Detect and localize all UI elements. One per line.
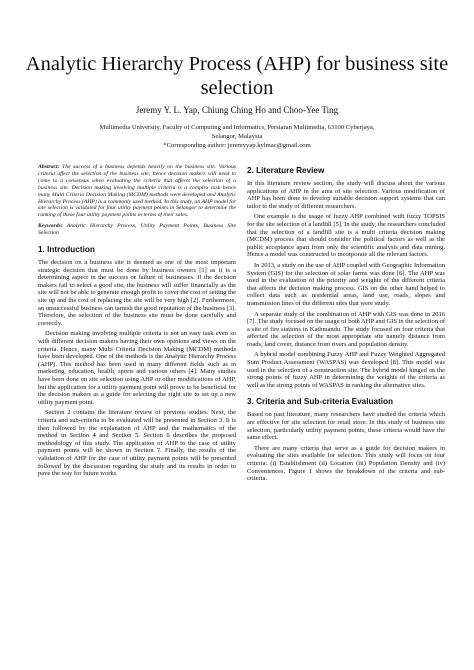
criteria-paragraph-2: There are many criteria that serve as a guide for decision makers in evaluating the sites available for selection. This study will focus on four criteria: (i) Establishment (ii) Location (iii) Population Density and (iv) Conveniences. Figure 1 shows the breakdown of the criteria and sub-criteria. bbox=[247, 444, 445, 483]
left-column bbox=[38, 164, 236, 481]
criteria-paragraph-1: Based on past literature, many researchers have studied the criteria which are effective for site selection for retail store. In this study of business site selection, particularly utility payment points, these criteria would have the same effect. bbox=[247, 411, 445, 442]
lit-paragraph-3: In 2013, a study on the use of AHP coupled with Geographic Information System (GIS) for the selection of solar farms was done [6]. The AHP was used in the evaluation of the priority and weights of the different criteria that affects the decision making process. GIS on the other hand helped to collect data such as residential areas, land use, roads, slopes and transmission lines of the different sites that were study. bbox=[247, 261, 445, 307]
affiliation bbox=[20, 123, 454, 150]
keywords-text: Analytic Hierarchy Process, Utility Payment Points, Business Site Selection bbox=[38, 223, 236, 237]
lit-paragraph-2: One example is the usage of fuzzy AHP combined with fuzzy TOPSIS for the site selection of a landfill [5]. In the study, the researchers concluded that the selection of a landfill site is a multi criteria decision making (MCDM) process that should consider the political factors as well as the public acceptance apart from only the scientific analysis and data mining. Hence a model was constructed to incorporate all the relevant factors. bbox=[247, 213, 445, 259]
paper-title: Analytic Hierarchy Process (AHP) for business site selection bbox=[25, 53, 449, 99]
section-heading-criteria: 3. Criteria and Sub-criteria Evaluation bbox=[247, 397, 394, 407]
abstract-label: Abstract: bbox=[38, 164, 60, 170]
intro-paragraph-2: Decision making involving multiple criteria is not an easy task even so with different decision makers having their own opinions and views on the criteria. Hence, many Multi Criteria Decision Making (MCDM) methods have been developed. One of the methods is the Analytic Hierarchy Process (AHP). This method has been used in many different fields such as in marketing, education, health, sports and various others [4]. Many studies have been done on site selection using AHP or other modifications of AHP, but the application for a utility payment point will prove to be beneficial for the decision makers as a guide for selecting the right site to set up a new utility payment point. bbox=[38, 330, 236, 406]
lit-paragraph-5: A hybrid model combining Fuzzy AHP and Fuzzy Weighted Aggregated Sum Product Assessment (WASPAS) was developed [8]. This model was used in the selection of a construction site. The hybrid model hinged on the strong points of fuzzy AHP in determining the weights of the criteria as well as the strong points of WASPAS in ranking the alternative sites. bbox=[247, 351, 445, 389]
affiliation-line-2: Selangor, Malaysia bbox=[211, 133, 263, 140]
abstract bbox=[38, 164, 236, 219]
keywords-label: Keywords: bbox=[38, 223, 63, 230]
lit-paragraph-1: In this literature review section, the study will discuss about the various applications of AHP in the area of site selection. Various modification of AHP has been done to develop suitable decision support systems that can tailor to the study of different researchers. bbox=[247, 180, 445, 210]
lit-paragraph-4: A separate study of the combination of AHP with GIS was done in 2016 [7]. The study focused on the usage of both AHP and GIS in the selection of a site of fire stations in Kathmandu. The study focused on four criteria that affected the selection of the most appropriate site namely distance from roads, land cover, distance from rivers and population density. bbox=[247, 310, 445, 348]
affiliation-line-1: Multimedia University, Faculty of Computing and Informatics, Persiaran Multimedia, 63100 Cyberjaya, bbox=[99, 124, 375, 131]
section-heading-introduction: 1. Introduction bbox=[38, 245, 95, 255]
author-list: Jeremy Y. L. Yap, Chiung Ching Ho and Choo-Yee Ting bbox=[135, 105, 339, 115]
intro-paragraph-3: Section 2 contains the literature review of previous studies. Next, the criteria and sub-criteria to be evaluated will be presented in Section 3. It is then followed by the explanation of AHP and the mathematics of the method in Section 4 and Section 5. Section 6 describes the proposed methodology of this study. The application of AHP to the case of utility payment points will be shown in Section 7. Finally, the results of the validation of AHP for the case of utility payment points will be presented followed by the discussion regarding the study and its results in order to pave the way for future works. bbox=[38, 409, 236, 478]
abstract-text: The success of a business depends heavily on the business site. Various criteria affect the selection of the business site; hence decision makers will need to come to a consensus when evaluating the criteria that affects the selection of a business site. Decision making involving multiple criteria is a complex task hence many Multi Criteria Decision Making (MCDM) methods were developed and Analytic Hierarchy Process (AHP) is a commonly used method. In this study, an AHP model for site selection is validated for four utility payment points in Selangor to determine the ranking of these four utility payment points in terms of their sales. bbox=[38, 164, 236, 219]
corresponding-author: *Corresponding author: jeremyyap.kylmac@gmail.com bbox=[163, 142, 311, 149]
keywords bbox=[38, 223, 236, 237]
right-column bbox=[247, 164, 445, 486]
section-heading-literature-review: 2. Literature Review bbox=[247, 166, 325, 175]
intro-paragraph-1: The decision on a business site is deemed as one of the most important strategic decision that must be done by business owners [1] as it is a determining aspect in the success or failure of businesses. If the decision makers fail to select a good site, the business will suffer financially as the site will not be able to generate enough profit to cover the cost of setting the site up and the cost of replacing the site will be very high [2]. Furthermore, an unsuccessful business can tarnish the good reputation of the business [3]. Therefore, the selection of the business site must be done carefully and correctly. bbox=[38, 259, 237, 327]
